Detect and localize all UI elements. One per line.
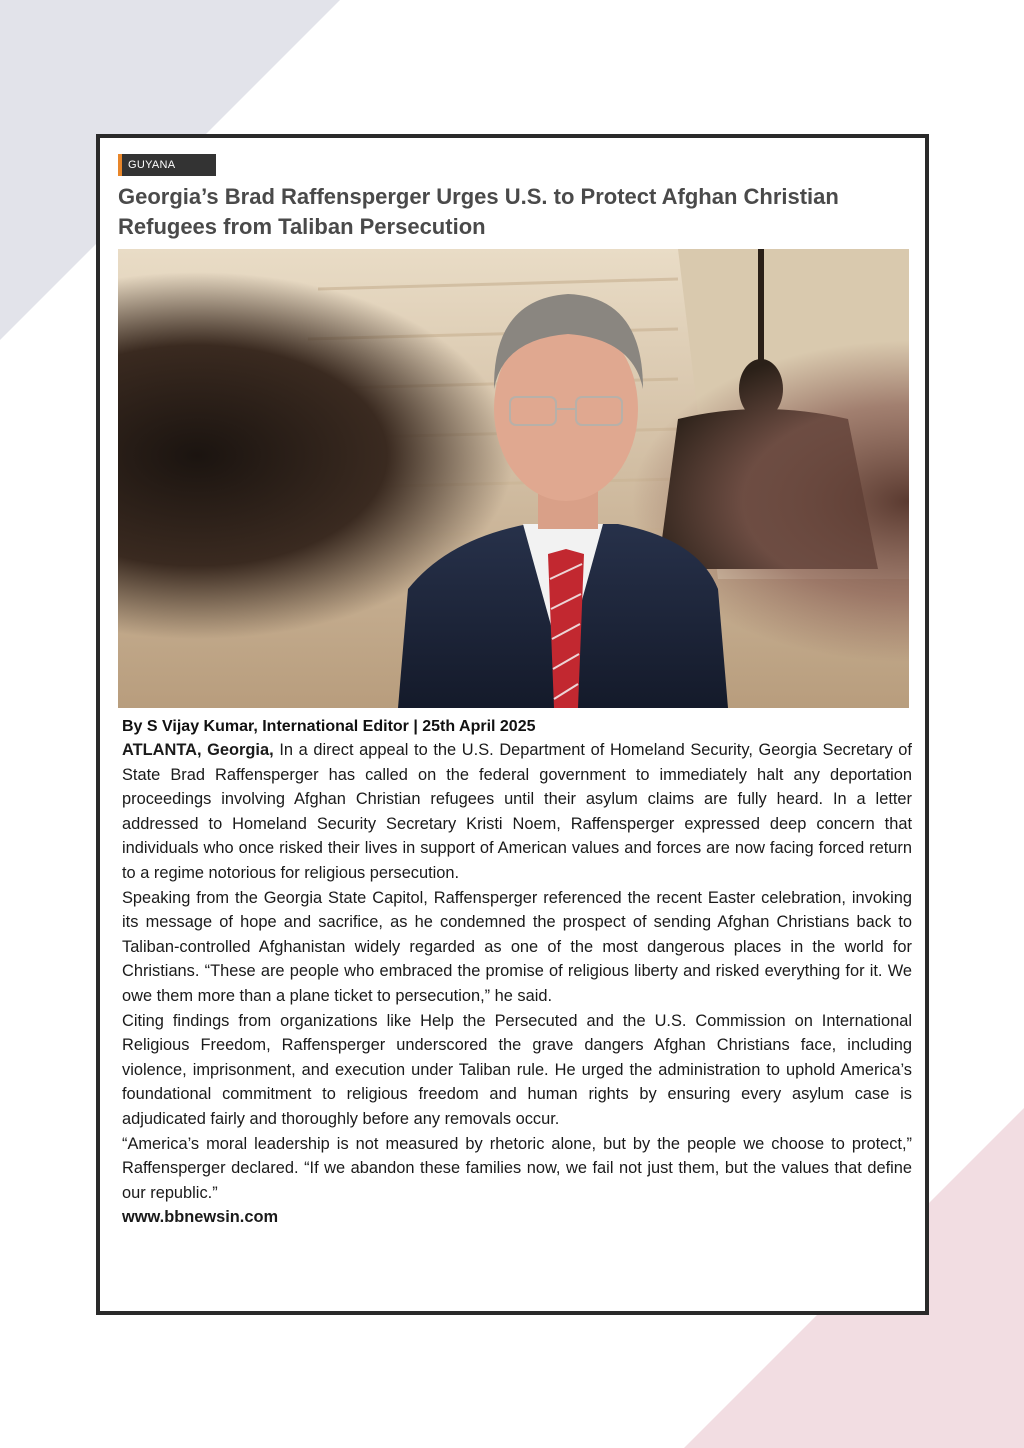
category-tag[interactable]: GUYANA	[118, 154, 216, 176]
article-body	[122, 738, 912, 1230]
article-paragraph: Citing findings from organizations like Help the Persecuted and the U.S. Commission on International Religious Freedom, Raffensperger underscored the grave dangers Afghan Christians face, including violence, imprisonment, and execution under Taliban rule. He urged the administration to uphold America’s foundational commitment to religious freedom and human rights by ensuring every asylum case is adjudicated fairly and thoroughly before any removals occur.	[122, 1011, 912, 1128]
article-paragraph: “America’s moral leadership is not measured by rhetoric alone, but by the people we choose to protect,” Raffensperger declared. “If we abandon these families now, we fail not just them, but the values that define our republic.”	[122, 1134, 912, 1202]
article-dateline: ATLANTA, Georgia,	[122, 741, 274, 759]
article-byline: By S Vijay Kumar, International Editor | 25th April 2025	[122, 718, 536, 735]
website-link[interactable]: www.bbnewsin.com	[122, 1208, 279, 1227]
article-card	[96, 134, 929, 1315]
article-paragraph: Speaking from the Georgia State Capitol, Raffensperger referenced the recent Easter celebration, invoking its message of hope and sacrifice, as he condemned the prospect of sending Afghan Christians back to Taliban-controlled Afghanistan widely regarded as one of the most dangerous places in the world for Christians. “These are people who embraced the promise of religious liberty and risked everything for it. We owe them more than a plane ticket to persecution,” he said.	[122, 888, 912, 1005]
article-headline: Georgia’s Brad Raffensperger Urges U.S. to Protect Afghan Christian Refugees from Taliban Persecution	[118, 184, 839, 239]
article-paragraph: ATLANTA, Georgia, In a direct appeal to the U.S. Department of Homeland Security, Georgia Secretary of State Brad Raffensperger has called on the federal government to immediately halt any deportation proceedings involving Afghan Christian refugees until their asylum claims are fully heard. In a letter addressed to Homeland Security Secretary Kristi Noem, Raffensperger expressed deep concern that individuals who once risked their lives in support of American values and forces are now facing forced return to a regime notorious for religious persecution.	[122, 741, 912, 882]
article-photo	[118, 249, 909, 708]
